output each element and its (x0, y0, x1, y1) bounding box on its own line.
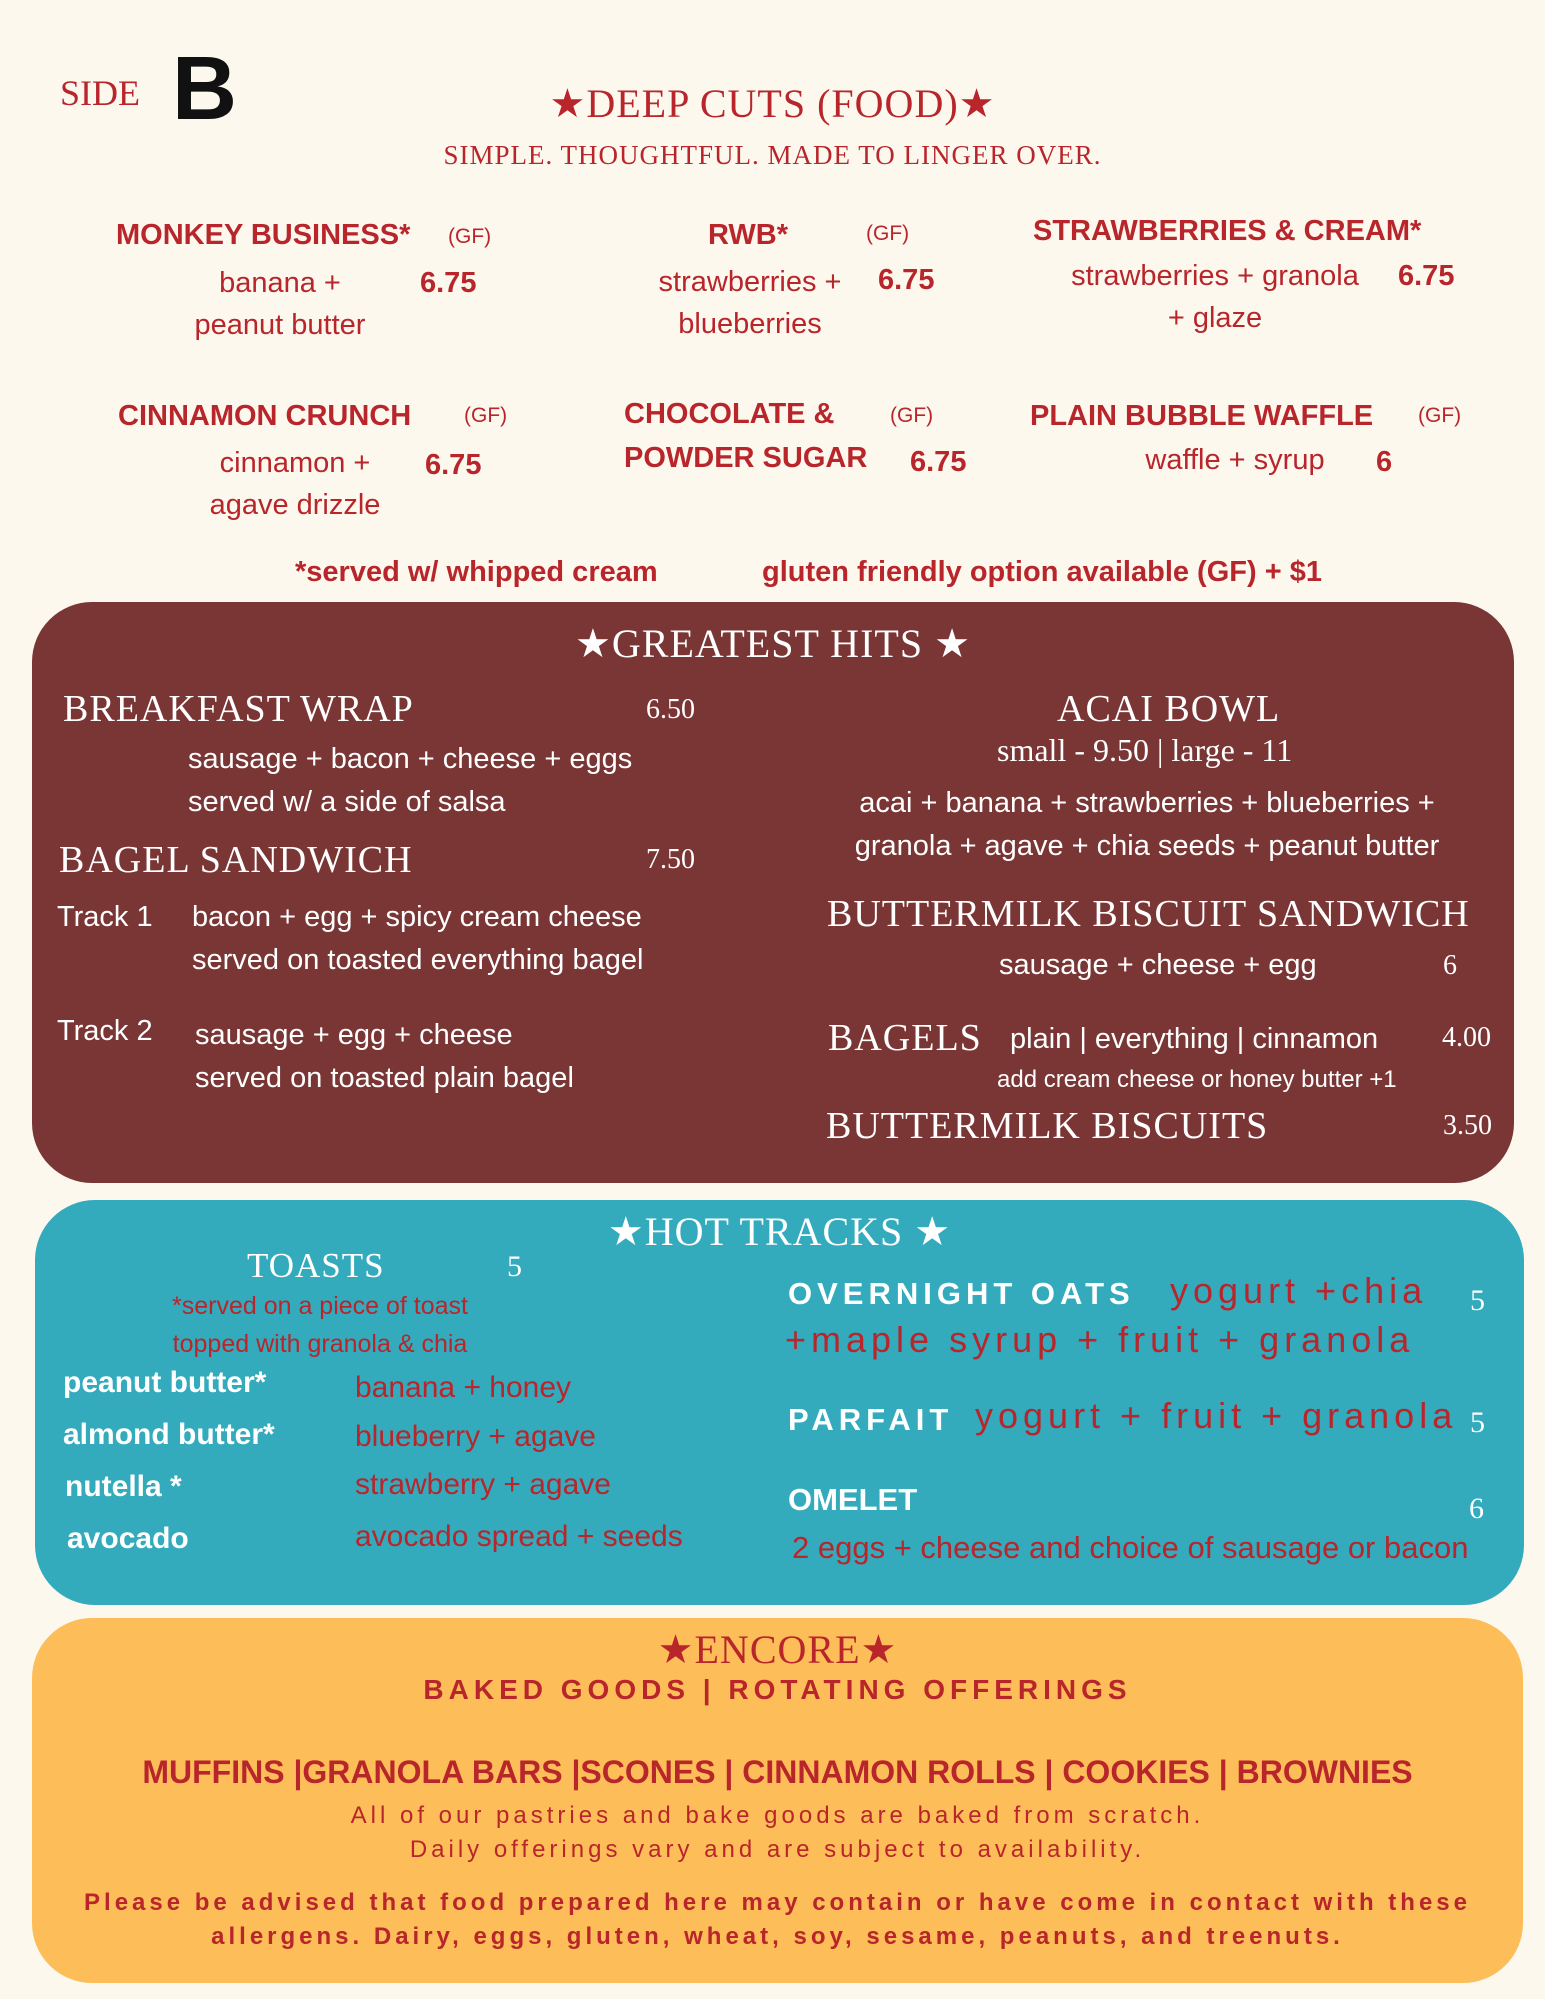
breakfast-wrap-price: 6.50 (646, 694, 695, 725)
breakfast-wrap-name: BREAKFAST WRAP (63, 688, 414, 730)
breakfast-wrap-desc: sausage + bacon + cheese + eggs served w/ a side of salsa (188, 743, 633, 818)
biscuits-price: 3.50 (1443, 1110, 1492, 1141)
greatest-hits-title: ★GREATEST HITS ★ (575, 621, 971, 666)
waffle-price: 6.75 (1398, 260, 1455, 292)
bagel-sandwich-price: 7.50 (646, 844, 695, 875)
parfait-price: 5 (1470, 1406, 1485, 1439)
overnight-oats-desc-2: +maple syrup + fruit + granola (785, 1319, 1415, 1360)
acai-bowl-sizes: small - 9.50 | large - 11 (997, 732, 1293, 768)
toast-topping: banana + honey (355, 1371, 572, 1404)
omelet-price: 6 (1469, 1492, 1484, 1525)
page-title: ★DEEP CUTS (FOOD)★ (549, 81, 996, 126)
bagels-name: BAGELS (828, 1017, 982, 1059)
toasts-price: 5 (507, 1250, 522, 1283)
toast-base: avocado (67, 1522, 189, 1555)
track-2-desc: sausage + egg + cheese served on toasted plain bagel (195, 1019, 574, 1094)
waffle-price: 6.75 (910, 446, 967, 478)
waffle-name-plain-bubble: PLAIN BUBBLE WAFFLE (1030, 400, 1374, 432)
encore-subtitle: BAKED GOODS | ROTATING OFFERINGS (423, 1674, 1132, 1705)
biscuit-sandwich-desc: sausage + cheese + egg (999, 949, 1317, 981)
biscuit-sandwich-name: BUTTERMILK BISCUIT SANDWICH (827, 893, 1470, 935)
waffle-name-strawberries-cream: STRAWBERRIES & CREAM* (1033, 215, 1422, 247)
omelet-name: OMELET (788, 1482, 918, 1517)
acai-bowl-name: ACAI BOWL (1057, 688, 1281, 730)
scratch-note: All of our pastries and bake goods are baked from scratch. (350, 1802, 1205, 1829)
track-2-label: Track 2 (57, 1015, 153, 1047)
track-1-label: Track 1 (57, 901, 153, 933)
waffle-name-cinnamon-crunch: CINNAMON CRUNCH (118, 400, 412, 432)
availability-note: Daily offerings vary and are subject to availability. (409, 1836, 1146, 1863)
hot-tracks-title: ★HOT TRACKS ★ (607, 1209, 952, 1254)
waffle-price: 6.75 (425, 449, 482, 481)
page-subtitle: SIMPLE. THOUGHTFUL. MADE TO LINGER OVER. (443, 140, 1102, 170)
toast-topping: strawberry + agave (355, 1468, 611, 1501)
waffle-price: 6.75 (420, 267, 477, 299)
encore-panel (32, 1618, 1523, 1983)
acai-bowl-desc: acai + banana + strawberries + blueberries + granola + agave + chia seeds + peanut butter (854, 787, 1440, 862)
toasts-note: *served on a piece of toast topped with granola & chia (171, 1292, 469, 1358)
gluten-friendly-note: gluten friendly option available (GF) + $1 (762, 556, 1322, 588)
waffle-gf-badge: (GF) (890, 404, 934, 427)
greatest-hits-panel (32, 602, 1514, 1183)
waffle-gf-badge: (GF) (866, 222, 910, 245)
side-label: SIDE (60, 73, 140, 113)
waffle-desc: cinnamon + agave drizzle (209, 447, 381, 521)
track-1-desc: bacon + egg + spicy cream cheese served on toasted everything bagel (192, 901, 644, 976)
biscuits-name: BUTTERMILK BISCUITS (826, 1105, 1269, 1147)
toasts-name: TOASTS (247, 1246, 385, 1285)
biscuit-sandwich-price: 6 (1443, 950, 1457, 981)
waffle-gf-badge: (GF) (1418, 404, 1462, 427)
waffle-name-rwb: RWB* (708, 219, 789, 251)
baked-goods-list: MUFFINS |GRANOLA BARS |SCONES | CINNAMON ROLLS | COOKIES | BROWNIES (142, 1754, 1413, 1790)
toast-topping: blueberry + agave (355, 1420, 596, 1453)
toast-topping: avocado spread + seeds (355, 1520, 683, 1553)
waffle-gf-badge: (GF) (448, 225, 492, 248)
waffle-name-chocolate-1: CHOCOLATE & (624, 398, 835, 430)
waffle-name-monkey-business: MONKEY BUSINESS* (116, 219, 411, 251)
encore-title: ★ENCORE★ (657, 1627, 898, 1672)
overnight-oats-price: 5 (1470, 1284, 1485, 1317)
bagel-sandwich-name: BAGEL SANDWICH (59, 839, 413, 881)
toast-base: peanut butter* (63, 1366, 267, 1399)
omelet-desc: 2 eggs + cheese and choice of sausage or bacon (792, 1530, 1469, 1565)
parfait-desc: yogurt + fruit + granola (975, 1395, 1458, 1436)
waffle-desc: waffle + syrup (1145, 444, 1325, 476)
waffle-price: 6.75 (878, 264, 935, 296)
waffle-desc: strawberries + blueberries (658, 266, 842, 340)
bagels-desc: plain | everything | cinnamon (1010, 1023, 1379, 1055)
toast-base: almond butter* (63, 1418, 275, 1451)
waffle-desc: strawberries + granola + glaze (1071, 260, 1359, 334)
whipped-cream-note: *served w/ whipped cream (295, 556, 658, 588)
overnight-oats-desc-1: yogurt +chia (1170, 1270, 1428, 1311)
bagels-addon: add cream cheese or honey butter +1 (997, 1066, 1397, 1093)
parfait-name: PARFAIT (788, 1402, 954, 1437)
waffle-name-chocolate-2: POWDER SUGAR (624, 442, 868, 474)
waffle-desc: banana + peanut butter (194, 267, 366, 341)
waffle-price: 6 (1376, 446, 1393, 478)
waffle-gf-badge: (GF) (464, 404, 508, 427)
overnight-oats-name: OVERNIGHT OATS (788, 1276, 1135, 1311)
toast-base: nutella * (65, 1470, 182, 1503)
side-letter: B (172, 39, 237, 139)
hot-tracks-panel (35, 1200, 1524, 1605)
bagels-price: 4.00 (1442, 1022, 1491, 1053)
allergen-warning: Please be advised that food prepared here may contain or have come in contact with these allergens. Dairy, eggs, gluten, wheat, soy, sesame, peanuts, and treenuts. (84, 1889, 1471, 1950)
